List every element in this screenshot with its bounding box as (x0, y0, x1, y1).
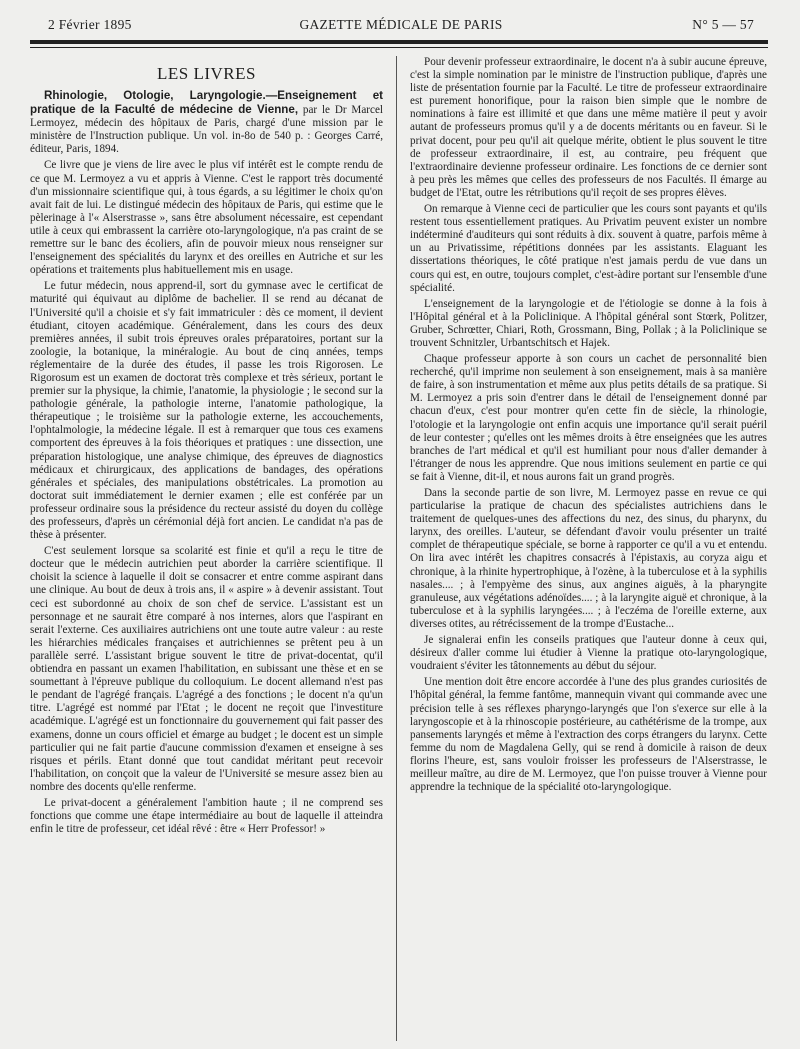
paragraph: L'enseignement de la laryngologie et de l'étiologie se donne à la fois à l'Hôpital général et à la Policlinique. A l'hôpital général sont Stœrk, Politzer, Gruber, Schrœtter, Chiari, Roth, Grossmann, Bing, Pollak ; à la Policlinique se trouvent Schnitzler, Urbantschitsch et Hajek. (410, 297, 767, 349)
issue-page-number: N° 5 — 57 (692, 17, 754, 32)
paragraph: Pour devenir professeur extraordinaire, le docent n'a à subir aucune épreuve, c'est la simple nomination par le ministre de l'instruction publique, d'après une liste de présentation fournie par la Faculté. Le titre de professeur extraordinaire est purement honorifique, pour la raison bien simple que le nombre de nominations à faire est illimité et que dans une même matière il peut y avoir autant de professeurs promus qu'il y a de docents méritants ou en faveur. Si le privat docent, pour peu qu'il ait quelque mérite, obtient le plus souvent le titre de professeur extraordinaire, il est, au contraire, peu fréquent que l'extraordinaire devienne professeur ordinaire. Les fonctions de ce dernier sont à peu près les mêmes que celles des professeurs de nos Facultés. Il émarge au budget de l'Etat, outre les rétributions qu'il reçoit de ses propres élèves. (410, 56, 767, 199)
right-column (410, 56, 767, 1041)
page-header (48, 17, 754, 35)
paragraph: On remarque à Vienne ceci de particulier que les cours sont payants et qu'ils restent tous essentiellement pratiques. Au Privatim peuvent exister un nombre indéterminé d'auditeurs qui sont réduits à dix. souvent à quatre, parfois même à un au Privatissime, répétitions données par les assistants. Elaguant les dissertations théoriques, le côté pratique n'est jamais perdu de vue dans un cours qui est, en outre, toujours complet, c'est-àdire portant sur l'ensemble d'une spécialité. (410, 203, 767, 294)
paragraph: C'est seulement lorsque sa scolarité est finie et qu'il a reçu le titre de docteur que le médecin autrichien peut aborder la carrière scientifique. Il choisit la science à laquelle il doit se consacrer et entre comme aspirant dans une clinique. Au bout de deux à trois ans, il « aspire » à devenir assistant. Tout ceci est subordonné au choix de son chef de service. L'assistant est un personnage et ne saurait être comparé à nos internes, alors que l'aspirant en serait l'externe. Ces auxiliaires autrichiens ont une toute autre valeur : au reste les hiérarchies médicales françaises et autrichiennes se prêtent peu à un parallèle serré. L'assistant brigue souvent le titre de privat-docentat, qu'il obtiendra en passant un examen l'habilitation, en subissant une thèse et en se soumettant à l'épreuve publique du colloquium. Le docent allemand n'est pas le pendant de l'agrégé français. L'agrégé a des fonctions ; le docent n'a qu'un titre. L'agrégé est nommé par l'Etat ; le docent ne reçoit que l'investiture académique. L'agrégé est un fonctionnaire du gouvernement qui fait passer des examens, donne un cours officiel et émarge au budget ; le docent est un simple particulier qui ne fait partie d'aucune commission d'examen et enseigne à ses risques et périls. Etant donné que tout candidat méritant peut recevoir l'habilitation, on conçoit que la valeur de l'Université se mesure assez bien au nombre des docents qu'elle renferme. (30, 545, 383, 793)
header-rule-thick (30, 40, 768, 44)
paragraph: Ce livre que je viens de lire avec le plus vif intérêt est le compte rendu de ce que M. Lermoyez a vu et appris à Vienne. C'est le rapport très documenté d'un missionnaire scientifique qui, à tous égards, a su légitimer le choix qu'on avait fait de lui. Le distingué médecin des hôpitaux de Paris, qui estime que le pèlerinage à l'« Alserstrasse », sans être absolument nécessaire, est cependant utile à ceux qui embrassent la carrière oto-laryngologique, n'a pas craint de se remettre sur le banc des écoliers, afin de pouvoir mieux nous renseigner sur l'enseignement des spécialités du larynx et des oreilles en Autriche et sur les opérations et traitements plus habituellement mis en usage. (30, 159, 383, 277)
paragraph: Dans la seconde partie de son livre, M. Lermoyez passe en revue ce qui particularise la pratique de chacun des spécialistes autrichiens dans le traitement de quelques-unes des affections du nez, des sinus, du pharynx, du larynx, des oreilles. L'auteur, se défendant d'avoir voulu présenter un traité complet de thérapeutique spéciale, se borne à rapporter ce qu'il a vu et entendu. On lira avec intérêt les chapitres consacrés à l'épistaxis, au coryza aigu et chronique, à la rhinite hypertrophique, à l'ozène, à la tuberculose et à la syphilis nasales.... ; à l'empyème des sinus, aux angines aiguës, à la pharyngite granuleuse, aux végétations adénoïdes.... ; à la laryngite aiguë et chronique, à la tuberculose et à la syphilis laryngées.... ; à l'eczéma de l'oreille externe, aux diverses otites, au rétrécissement de la trompe d'Eustache... (410, 487, 767, 630)
section-title: LES LIVRES (157, 64, 256, 83)
paragraph: Une mention doit être encore accordée à l'une des plus grandes curiosités de l'hôpital général, la femme fantôme, mannequin vivant qui commande avec une précision telle à ses réflexes pharyngo-laryngés que l'on s'exerce sur elle à la laryngoscopie et à la rhinoscopie postérieure, au cathétérisme de la trompe, aux pansements laryngés et même à l'extraction des corps étrangers du larynx. Cette femme du nom de Magdalena Gelly, qui se rend à domicile à raison de deux florins l'heure, est, sans vouloir froisser les professeurs de l'Alserstrasse, le meilleur maître, au dire de M. Lermoyez, que l'on puisse trouver à Vienne pour apprendre la technique de la spécialité oto-laryngologique. (410, 676, 767, 794)
issue-date: 2 Février 1895 (48, 17, 132, 32)
paragraph: Chaque professeur apporte à son cours un cachet de personnalité bien recherché, qu'il imprime non seulement à son enseignement, mais à sa manière de faire, à son instrumentation et même aux plus petits détails de sa pratique. Si M. Lermoyez a pris soin d'entrer dans le détail de l'enseignement donné par chacun d'eux, c'est pour montrer qu'en cette fin de siècle, la rhinologie, l'otologie et la laryngologie ont enfin acquis une importance qu'il serait puéril de leur contester ; qu'elles ont les mêmes droits à être enseignées que les autres branches de l'art médical et qu'il est humiliant pour nous d'aller demander à l'étranger de nous les apprendre. Que nous imitions seulement en partie ce qui se fait à Vienne, dit-il, et nous aurons fait un grand progrès. (410, 353, 767, 483)
book-title: Rhinologie, Otologie, Laryngologie.—Enseignement et pratique de la Faculté de médecine de Vienne, (30, 89, 383, 117)
book-reference (30, 89, 383, 156)
header-rule-thin (30, 47, 768, 48)
column-divider (396, 56, 397, 1041)
journal-title: GAZETTE MÉDICALE DE PARIS (299, 17, 503, 32)
paragraph: Le futur médecin, nous apprend-il, sort du gymnase avec le certificat de maturité qui équivaut au diplôme de bachelier. Il se rend au décanat de l'Université qu'il a choisie et s'y fait immatriculer : dès ce moment, il devient étudiant, citoyen académique. Généralement, dans les cours des deux premières années, il subit trois épreuves orales préparatoires, portant sur la zoologie, la botanique, la minéralogie. Au bout de cinq années, temps réglementaire de la durée des études, il passe les trois Rigorosen. Le Rigorosum est un examen de doctorat très complexe et très sérieux, portant le premier sur la physique, la chimie, l'anatomie, la physiologie ; le second sur la pathologie générale, la pathologie interne, l'anatomie pathologique, la thérapeutique ; le troisième sur la pathologie externe, les accouchements, l'ophtalmologie, la médecine légale. Il est à remarquer que tous ces examens comportent des épreuves à la fois théoriques et pratiques : une dissection, une préparation histologique, une analyse chimique, des épreuves de diagnostics médicaux et chirurgicaux, des applications de bandages, des opérations générales et spéciales, des manipulations obstétricales. La promotion au doctorat suit immédiatement le dernier examen ; elle est conférée par un professeur ordinaire sous la présidence du recteur assisté du doyen du collège des professeurs, d'après un cérémonial déjà fort ancien. Le candidat n'a pas de thèse à présenter. (30, 280, 383, 542)
left-column (30, 56, 383, 1041)
book-citation: par le Dr Marcel Lermoyez, médecin des hôpitaux de Paris, chargé d'une mission par le ministère de l'Instruction publique. Un vol. in-8o de 540 p. : Georges Carré, éditeur, Paris, 1894. (30, 104, 383, 156)
paragraph: Le privat-docent a généralement l'ambition haute ; il ne comprend ses fonctions que comme une étape intermédiaire au bout de laquelle il atteindra enfin le titre de professeur, cet idéal rêvé : être « Herr Professor! » (30, 796, 383, 836)
paragraph: Je signalerai enfin les conseils pratiques que l'auteur donne à ceux qui, désireux d'aller comme lui étudier à Vienne la pratique oto-laryngologique, voudraient s'éviter les tâtonnements au début du séjour. (410, 634, 767, 673)
